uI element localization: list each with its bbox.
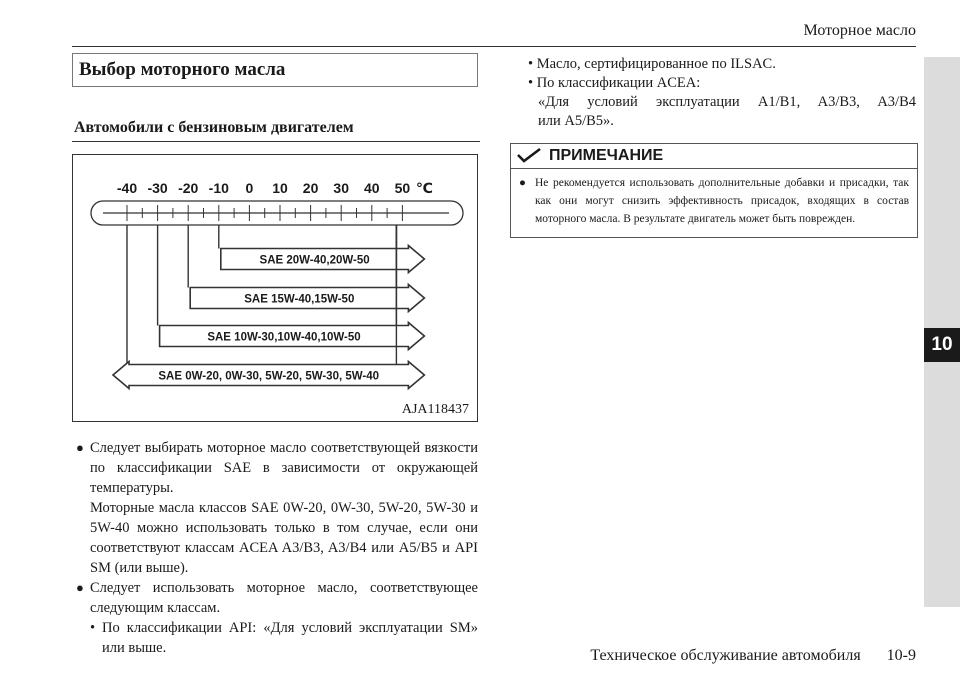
bullet-item (76, 578, 478, 618)
temperature-tick-label: -10 (208, 180, 229, 196)
footer-chapter-title: Техническое обслуживание автомобиля (590, 647, 861, 664)
bullet-icon: ● (76, 580, 84, 595)
viscosity-band-label: SAE 0W-20, 0W-30, 5W-20, 5W-30, 5W-40 (158, 370, 380, 383)
note-box (510, 143, 918, 238)
checkmark-icon (515, 147, 543, 165)
note-text: Не рекомендуется использовать дополнительные добавки и присадки, так как они могут снизить эффективность присадок, входящих в состав моторного масла. В результате двигатель может быть поврежден. (535, 177, 909, 225)
sub-bullet-item: • По классификации ACEA: (528, 75, 701, 91)
temperature-unit-label: ℃ (415, 180, 433, 196)
note-header (511, 144, 917, 169)
bullet-text: Следует использовать моторное масло, соответствующее следующим классам. (90, 580, 478, 616)
sub-bullet-continuation: «Для условий эксплуатации A1/B1, A3/B3, A3/B4 (538, 94, 916, 110)
sub-bullet-text: По классификации ACEA: (536, 75, 701, 91)
page-footer (590, 647, 916, 665)
viscosity-band-label: SAE 20W-40,20W-50 (259, 254, 370, 267)
temperature-tick-label: -20 (178, 180, 199, 196)
section-title-box (72, 53, 478, 87)
sub-bullet-item: • Масло, сертифицированное по ILSAC. (528, 56, 776, 72)
viscosity-band-label: SAE 15W-40,15W-50 (244, 293, 355, 306)
sub-bullet-item (76, 618, 478, 658)
left-column-text (76, 438, 478, 658)
temperature-tick-label: 20 (302, 180, 319, 196)
viscosity-chart-svg (73, 155, 477, 421)
temperature-tick-label: 0 (245, 180, 254, 196)
figure-code: AJA118437 (401, 402, 469, 417)
temperature-tick-label: 50 (394, 180, 411, 196)
temperature-tick-label: 30 (333, 180, 349, 196)
temperature-tick-label: 40 (364, 180, 380, 196)
sub-bullet-continuation: или A5/B5». (538, 113, 614, 129)
running-header-title: Моторное масло (803, 22, 916, 39)
sub-bullet-icon: • (90, 620, 96, 636)
chapter-number-tab: 10 (924, 328, 960, 362)
viscosity-band-label: SAE 10W-30,10W-40,10W-50 (207, 331, 361, 344)
oil-viscosity-figure (72, 154, 478, 422)
temperature-tick-label: 10 (272, 180, 288, 196)
section-title: Выбор моторного масла (79, 59, 286, 80)
subheading-rule (72, 141, 480, 142)
bullet-item (76, 438, 478, 498)
subheading: Автомобили с бензиновым двигателем (74, 119, 354, 136)
right-column-text (528, 55, 916, 131)
bullet-icon: ● (519, 177, 526, 189)
note-body (511, 169, 917, 228)
page-number: 10-9 (886, 647, 916, 664)
header-rule (72, 46, 916, 47)
bullet-continuation: Моторные масла классов SAE 0W-20, 0W-30, 5W-20, 5W-30 и 5W-40 можно использовать только в том случае, если они соответствуют классам ACEA A3/B3, A3/B4 или A5/B5 и API SM (или выше). (90, 500, 478, 576)
sub-bullet-text: По классификации API: «Для условий эксплуатации SM» или выше. (102, 620, 478, 656)
temperature-tick-label: -30 (147, 180, 168, 196)
note-title: ПРИМЕЧАНИЕ (549, 147, 664, 164)
sub-bullet-text: Масло, сертифицированное по ILSAC. (536, 56, 776, 72)
bullet-text: Следует выбирать моторное масло соответствующей вязкости по классификации SAE в зависимости от окружающей температуры. (90, 440, 478, 496)
temperature-tick-label: -40 (116, 180, 138, 196)
bullet-icon: ● (76, 440, 84, 455)
